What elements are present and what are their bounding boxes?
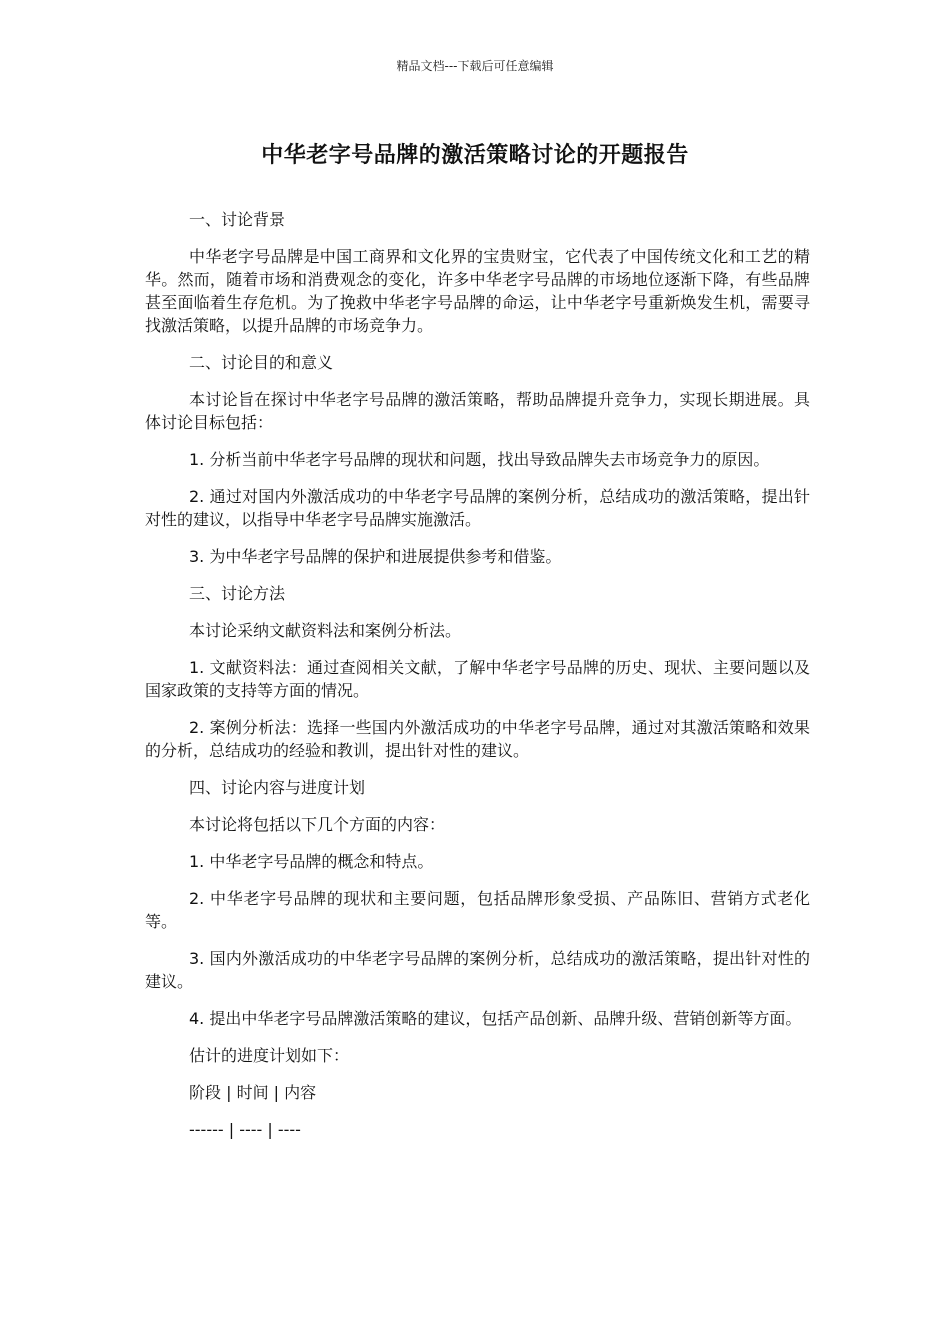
list-item-method-2: 2. 案例分析法：选择一些国内外激活成功的中华老字号品牌，通过对其激活策略和效果的分析，总结成功的经验和教训，提出针对性的建议。	[145, 718, 810, 760]
paragraph-schedule-intro: 估计的进度计划如下：	[189, 1046, 350, 1065]
list-item-method-1: 1. 文献资料法：通过查阅相关文献，了解中华老字号品牌的历史、现状、主要问题以及国家政策的支持等方面的情况。	[145, 658, 810, 700]
list-item-purpose-1: 1. 分析当前中华老字号品牌的现状和问题，找出导致品牌失去市场竞争力的原因。	[189, 450, 770, 469]
section-heading-content: 四、讨论内容与进度计划	[189, 778, 366, 797]
section-heading-purpose: 二、讨论目的和意义	[189, 353, 334, 372]
list-item-purpose-3: 3. 为中华老字号品牌的保护和进展提供参考和借鉴。	[189, 547, 562, 566]
schedule-table-header: 阶段 | 时间 | 内容	[189, 1083, 317, 1102]
section-heading-background: 一、讨论背景	[189, 210, 286, 229]
section-heading-methods: 三、讨论方法	[189, 584, 286, 603]
list-item-content-3: 3. 国内外激活成功的中华老字号品牌的案例分析，总结成功的激活策略，提出针对性的建议。	[145, 949, 810, 991]
paragraph-background: 中华老字号品牌是中国工商界和文化界的宝贵财宝，它代表了中国传统文化和工艺的精华。然而，随着市场和消费观念的变化，许多中华老字号品牌的市场地位逐渐下降，有些品牌甚至面临着生存危机。为了挽救中华老字号品牌的命运，让中华老字号重新焕发生机，需要寻找激活策略，以提升品牌的市场竞争力。	[145, 247, 810, 335]
paragraph-methods: 本讨论采纳文献资料法和案例分析法。	[189, 621, 462, 640]
paragraph-purpose: 本讨论旨在探讨中华老字号品牌的激活策略，帮助品牌提升竞争力，实现长期进展。具体讨论目标包括：	[145, 390, 810, 432]
document-body	[145, 208, 810, 1155]
document-title: 中华老字号品牌的激活策略讨论的开题报告	[261, 143, 689, 168]
schedule-table-separator: ------ | ---- | ----	[189, 1120, 301, 1139]
list-item-content-4: 4. 提出中华老字号品牌激活策略的建议，包括产品创新、品牌升级、营销创新等方面。	[189, 1009, 802, 1028]
page-header: 精品文档---下载后可任意编辑	[396, 59, 554, 73]
list-item-purpose-2: 2. 通过对国内外激活成功的中华老字号品牌的案例分析，总结成功的激活策略，提出针对性的建议，以指导中华老字号品牌实施激活。	[145, 487, 810, 529]
list-item-content-2: 2. 中华老字号品牌的现状和主要问题，包括品牌形象受损、产品陈旧、营销方式老化等。	[145, 889, 810, 931]
list-item-content-1: 1. 中华老字号品牌的概念和特点。	[189, 852, 434, 871]
paragraph-content: 本讨论将包括以下几个方面的内容：	[189, 815, 446, 834]
